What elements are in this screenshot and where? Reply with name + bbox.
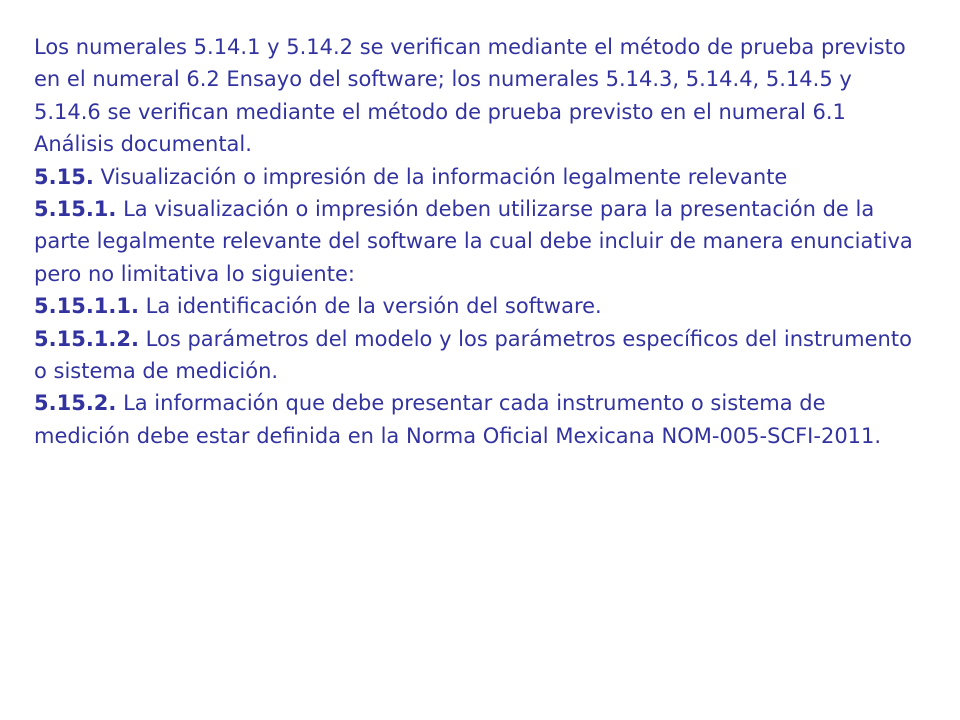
section-5-15-1-2 xyxy=(34,323,924,388)
paragraph-text: Los parámetros del modelo y los parámetros específicos del instrumento o sistema de medición. xyxy=(34,326,912,384)
section-number: 5.15.1. xyxy=(34,197,117,222)
paragraph-text: Los numerales 5.14.1 y 5.14.2 se verifican mediante el método de prueba previsto en el numeral 6.2 Ensayo del software; los numerales 5.14.3, 5.14.4, 5.14.5 y 5.14.6 se verifican mediante el método de prueba previsto en el numeral 6.1 Análisis documental. xyxy=(34,35,906,157)
paragraph-text: La identificación de la versión del software. xyxy=(138,294,602,319)
slide-body xyxy=(34,31,924,452)
section-number: 5.15.1.2. xyxy=(34,326,139,351)
paragraph-text: La visualización o impresión deben utilizarse para la presentación de la parte legalmente relevante del software la cual debe incluir de manera enunciativa pero no limitativa lo siguiente: xyxy=(34,197,913,286)
intro-paragraph xyxy=(34,31,924,161)
section-number: 5.15. xyxy=(34,164,94,189)
section-5-15-2 xyxy=(34,387,924,452)
section-5-15-1-1 xyxy=(34,290,924,322)
section-5-15 xyxy=(34,161,924,193)
section-number: 5.15.1.1. xyxy=(34,294,139,319)
paragraph-text: La información que debe presentar cada instrumento o sistema de medición debe estar definida en la Norma Oficial Mexicana NOM-005-SCFI-2011. xyxy=(34,391,882,448)
section-heading-text: Visualización o impresión de la información legalmente relevante xyxy=(93,164,788,189)
section-number: 5.15.2. xyxy=(34,391,117,416)
section-5-15-1 xyxy=(34,193,924,290)
